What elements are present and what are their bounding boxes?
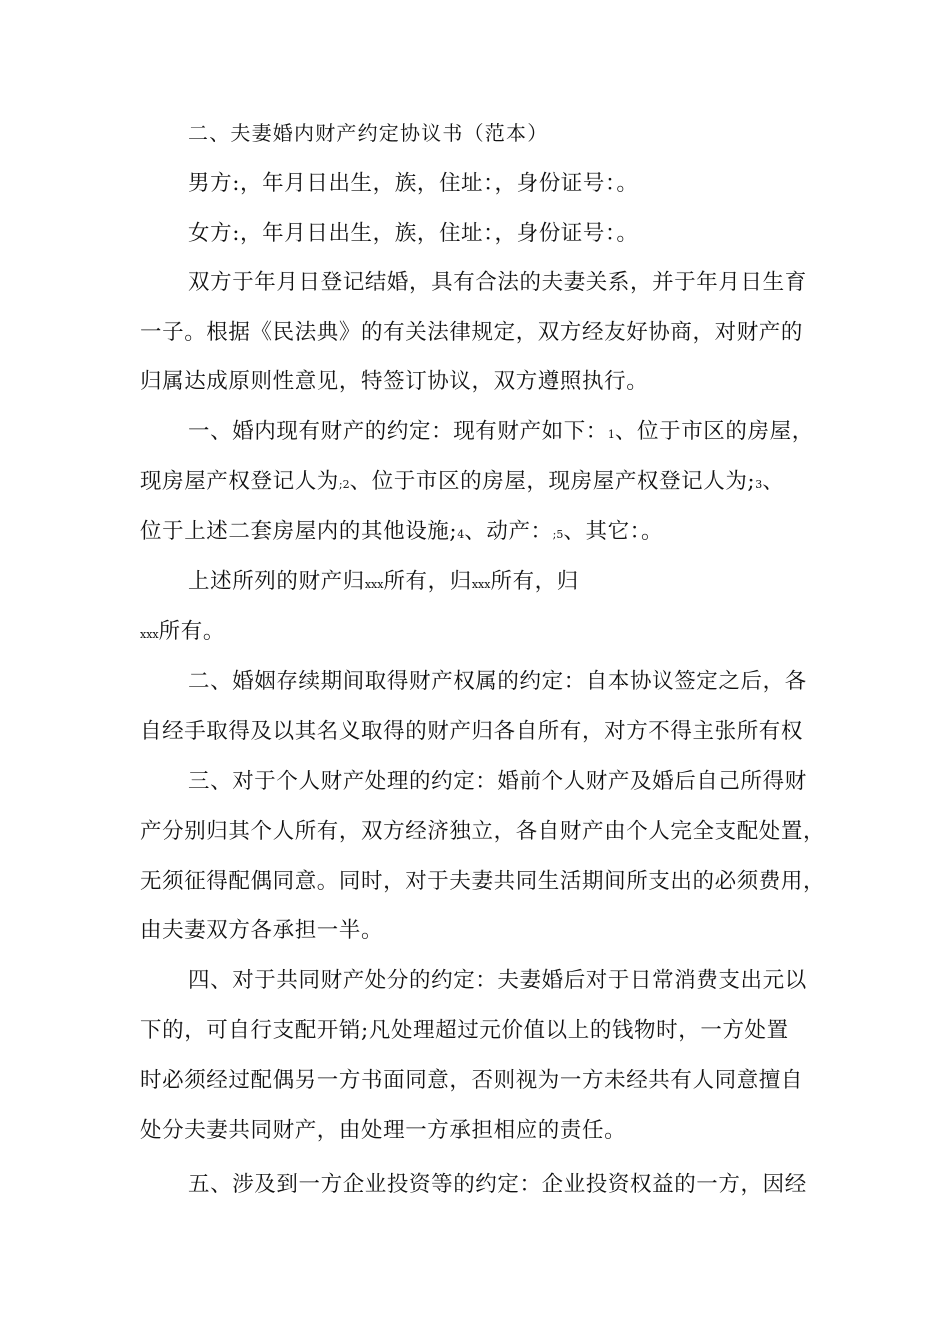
clause4-line: 处分夫妻共同财产，由处理一方承担相应的责任。 bbox=[140, 1118, 627, 1143]
clause2-line: 自经手取得及以其名义取得的财产归各自所有，对方不得主张所有权 bbox=[140, 719, 804, 744]
clause1-text: 位于上述二套房屋内的其他设施; bbox=[140, 519, 458, 544]
clause4-line: 时必须经过配偶另一方书面同意，否则视为一方未经共有人同意擅自 bbox=[140, 1068, 804, 1093]
ownership-placeholder: xxx bbox=[140, 628, 159, 641]
clause1-number: 4 bbox=[457, 528, 465, 541]
clause5-line: 五、涉及到一方企业投资等的约定：企业投资权益的一方，因经 bbox=[188, 1172, 807, 1197]
clause1-text: 、位于市区的房屋， bbox=[614, 419, 814, 444]
ownership-placeholder: xxx bbox=[471, 578, 491, 591]
clause2-line: 二、婚姻存续期间取得财产权属的约定：自本协议签定之后，各 bbox=[188, 669, 807, 694]
female-party-line: 女方:，年月日出生，族，住址：，身份证号：。 bbox=[188, 221, 639, 246]
clause1-text: 、其它：。 bbox=[563, 519, 664, 544]
ownership-placeholder: xxx bbox=[364, 578, 384, 591]
male-party-line: 男方:，年月日出生，族，住址：，身份证号：。 bbox=[188, 171, 639, 196]
clause4-line: 四、对于共同财产处分的约定：夫妻婚后对于日常消费支出元以 bbox=[188, 968, 807, 993]
clause3-line: 产分别归其个人所有，双方经济独立，各自财产由个人完全支配处置， bbox=[140, 819, 826, 844]
clause3-line: 无须征得配偶同意。同时，对于夫妻共同生活期间所支出的必须费用， bbox=[140, 869, 826, 894]
clause1-line bbox=[140, 467, 784, 500]
clause1-number: 1 bbox=[607, 428, 615, 441]
clause1-number: ;2 bbox=[338, 478, 350, 491]
clause1-text: 、 bbox=[762, 469, 785, 494]
ownership-line bbox=[188, 567, 579, 600]
clause4-line: 下的，可自行支配开销;凡处理超过元价值以上的钱物时，一方处置 bbox=[140, 1018, 789, 1043]
intro-line: 双方于年月日登记结婚，具有合法的夫妻关系，并于年月日生育 bbox=[188, 270, 807, 295]
ownership-text: 所有，归 bbox=[490, 569, 579, 594]
clause3-line: 三、对于个人财产处理的约定：婚前个人财产及婚后自己所得财 bbox=[188, 769, 807, 794]
clause3-line: 由夫妻双方各承担一半。 bbox=[140, 918, 384, 943]
clause1-line bbox=[140, 517, 663, 550]
clause1-number: 3 bbox=[755, 478, 763, 491]
ownership-line bbox=[140, 617, 225, 650]
clause1-text: 一、婚内现有财产的约定：现有财产如下： bbox=[188, 419, 608, 444]
clause1-number: ;5 bbox=[552, 528, 564, 541]
ownership-text: 所有。 bbox=[158, 619, 225, 644]
intro-line: 归属达成原则性意见，特签订协议，双方遵照执行。 bbox=[140, 369, 649, 394]
clause1-text: 、动产： bbox=[464, 519, 553, 544]
clause1-text: 、位于市区的房屋，现房屋产权登记人为; bbox=[349, 469, 756, 494]
ownership-text: 所有，归 bbox=[383, 569, 472, 594]
intro-line: 一子。根据《民法典》的有关法律规定，双方经友好协商，对财产的 bbox=[140, 320, 804, 345]
document-title: 二、夫妻婚内财产约定协议书（范本） bbox=[188, 121, 549, 145]
clause1-text: 现房屋产权登记人为 bbox=[140, 469, 339, 494]
ownership-text: 上述所列的财产归 bbox=[188, 569, 365, 594]
clause1-line bbox=[188, 417, 814, 450]
